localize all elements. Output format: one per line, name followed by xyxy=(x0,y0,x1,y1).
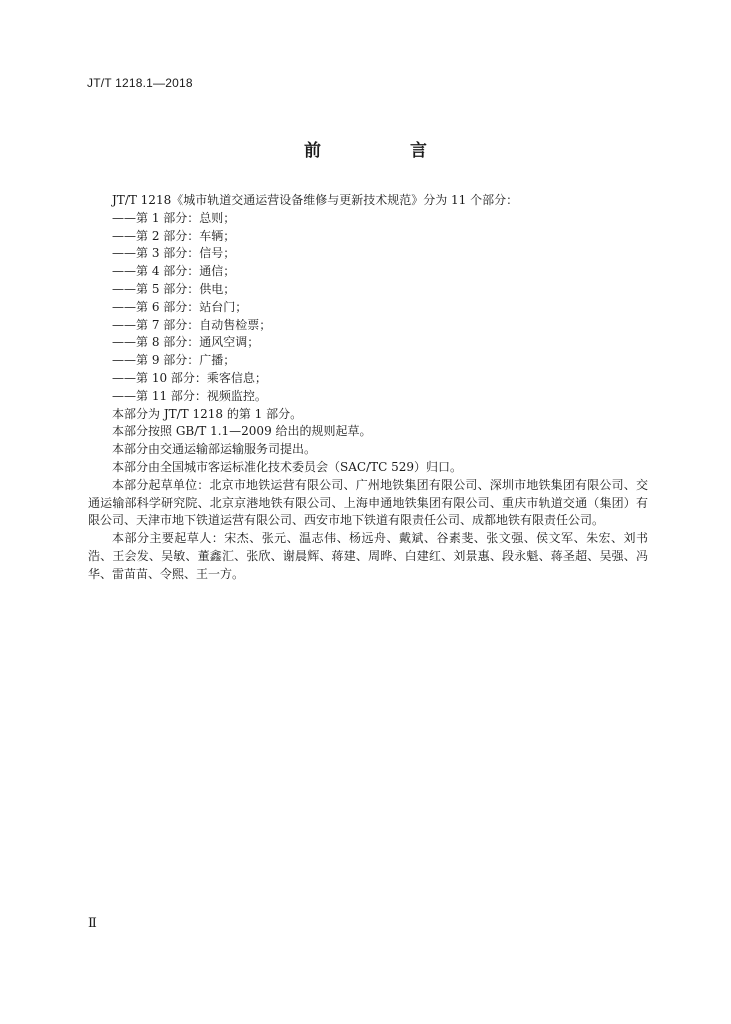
part-item: ——第 10 部分：乘客信息； xyxy=(112,370,267,385)
statement-line: 本部分按照 GB/T 1.1—2009 给出的规则起草。 xyxy=(112,424,372,439)
statement-line: 本部分由全国城市客运标准化技术委员会（SAC/TC 529）归口。 xyxy=(112,459,463,474)
statement-line: 本部分由交通运输部运输服务司提出。 xyxy=(112,442,317,457)
statement-line: 本部分为 JT/T 1218 的第 1 部分。 xyxy=(112,406,303,421)
part-item: ——第 3 部分：信号； xyxy=(112,246,236,261)
page-number: Ⅱ xyxy=(88,916,97,931)
part-item: ——第 6 部分：站台门； xyxy=(112,299,248,314)
page-title: 前 言 xyxy=(304,141,463,161)
document-code: JT/T 1218.1—2018 xyxy=(87,76,193,90)
foreword-body xyxy=(88,192,648,584)
part-item: ——第 4 部分：通信； xyxy=(112,264,236,279)
part-item: ——第 11 部分：视频监控。 xyxy=(112,388,267,403)
part-item: ——第 9 部分：广播； xyxy=(112,353,236,368)
part-item: ——第 1 部分：总则； xyxy=(112,210,236,225)
intro-line: JT/T 1218《城市轨道交通运营设备维修与更新技术规范》分为 11 个部分： xyxy=(112,193,519,207)
part-item: ——第 2 部分：车辆； xyxy=(112,228,236,243)
part-item: ——第 8 部分：通风空调； xyxy=(112,335,260,350)
drafting-units-paragraph: 本部分起草单位：北京市地铁运营有限公司、广州地铁集团有限公司、深圳市地铁集团有限公司、交通运输部科学研究院、北京京港地铁有限公司、上海申通地铁集团有限公司、重庆市轨道交通（集团）有限公司、天津市地下铁道运营有限公司、西安市地下铁道有限责任公司、成都地铁有限责任公司。 xyxy=(88,477,648,528)
part-item: ——第 5 部分：供电； xyxy=(112,281,236,296)
drafters-paragraph: 本部分主要起草人：宋杰、张元、温志伟、杨远舟、戴斌、谷素斐、张文强、侯文军、朱宏、刘书浩、王会发、吴敏、董鑫汇、张欣、谢晨辉、蒋建、周晔、白建红、刘景惠、段永魁、蒋圣超、吴强、冯华、雷苗苗、令熙、王一方。 xyxy=(88,531,648,581)
part-item: ——第 7 部分：自动售检票； xyxy=(112,317,272,332)
